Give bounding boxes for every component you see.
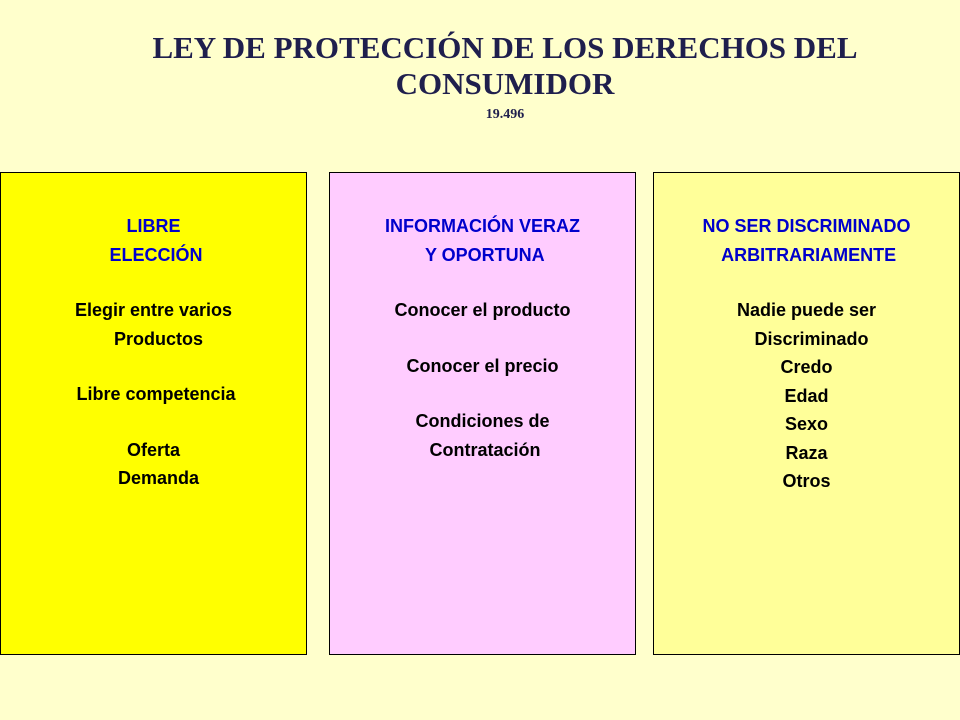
box-heading-line: ARBITRARIAMENTE xyxy=(716,244,897,265)
box-heading-line: NO SER DISCRIMINADO xyxy=(702,216,911,236)
box-informacion-veraz xyxy=(329,172,636,655)
box-text-line: Conocer el producto xyxy=(394,300,571,320)
box-text-line: Demanda xyxy=(107,468,200,488)
title-line-1: LEY DE PROTECCIÓN DE LOS DERECHOS DEL xyxy=(152,30,858,65)
box-heading-line: Y OPORTUNA xyxy=(420,244,545,265)
box-text-line: Credo xyxy=(780,357,833,377)
box-text-line: Edad xyxy=(784,385,829,406)
box-text-line: Productos xyxy=(103,328,203,349)
box-text-line: Libre competencia xyxy=(71,384,236,404)
box-text-line: Elegir entre varios xyxy=(74,300,233,320)
box-heading-line: INFORMACIÓN VERAZ xyxy=(385,216,580,236)
law-number: 19.496 xyxy=(485,107,525,122)
box-text-line: Conocer el precio xyxy=(406,355,559,376)
slide-title xyxy=(0,30,960,126)
box-text-line: Condiciones de xyxy=(415,411,550,431)
box-heading-line: LIBRE xyxy=(126,216,181,236)
box-heading-line: ELECCIÓN xyxy=(104,244,203,265)
box-libre-eleccion xyxy=(0,172,307,655)
box-text-line: Discriminado xyxy=(744,328,869,349)
box-text-line: Oferta xyxy=(126,439,180,460)
box-text-line: Sexo xyxy=(784,414,829,434)
box-text-line: Nadie puede ser xyxy=(736,300,877,320)
box-text-line: Contratación xyxy=(424,439,541,460)
box-text-line: Raza xyxy=(785,442,828,463)
title-line-2: CONSUMIDOR xyxy=(395,66,615,101)
box-text-line: Otros xyxy=(782,471,831,491)
box-no-discriminado xyxy=(653,172,960,655)
